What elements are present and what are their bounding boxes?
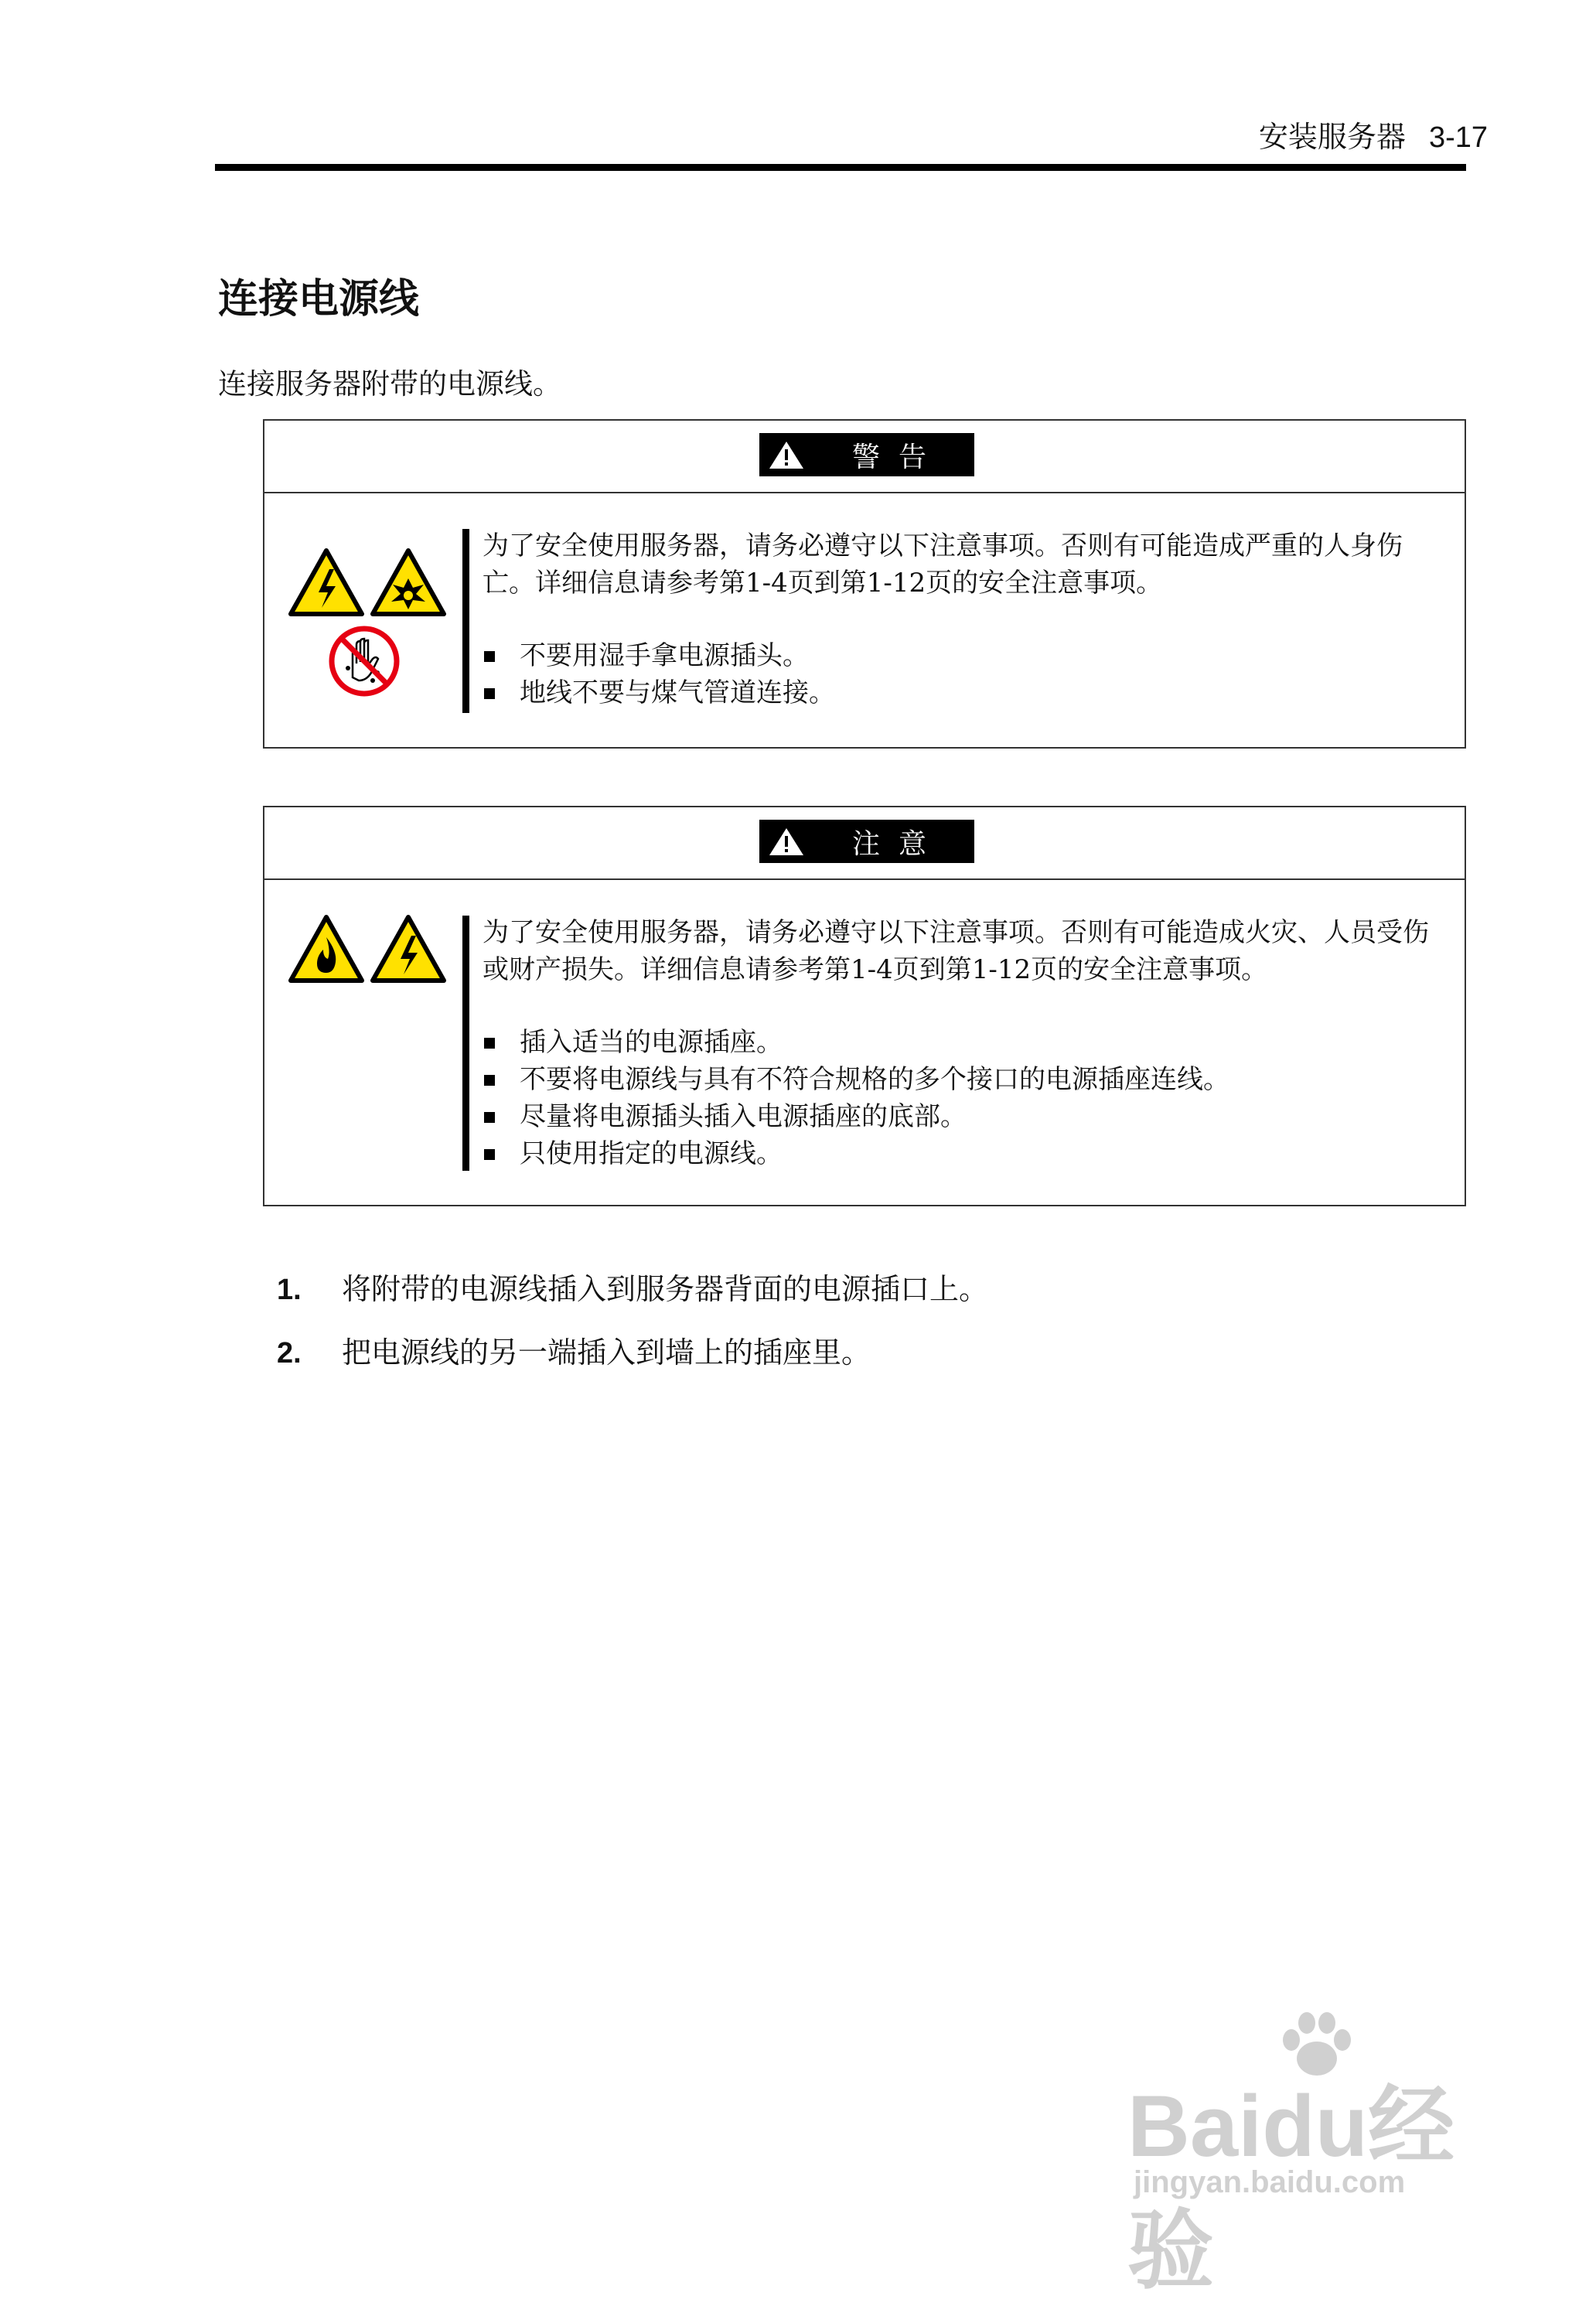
list-item (483, 1061, 1449, 1098)
bullet-icon (484, 1038, 495, 1049)
header-section: 安装服务器 (1258, 121, 1406, 154)
no-wet-hands-icon (328, 625, 401, 698)
bullet-icon (484, 1149, 495, 1160)
step-text: 将附带的电源线插入到服务器背面的电源插口上。 (342, 1272, 989, 1306)
caution-box (263, 806, 1466, 1206)
electric-shock-icon (370, 914, 447, 984)
caution-content (483, 914, 1449, 1172)
caution-list (483, 1024, 1449, 1172)
running-header (1259, 113, 1488, 155)
electric-shock-icon (288, 548, 365, 617)
header-page-number: 3-17 (1428, 121, 1488, 154)
warning-label-text: 警告 (852, 441, 946, 473)
list-item-text: 不要将电源线与具有不符合规格的多个接口的电源插座连线。 (520, 1064, 1229, 1095)
step-number: 2. (277, 1337, 302, 1370)
bullet-icon (484, 651, 495, 662)
bullet-icon (484, 1075, 495, 1086)
caution-paragraph: 为了安全使用服务器，请务必遵守以下注意事项。否则有可能造成火灾、人员受伤或财产损失。详细信息请参考第1-4页到第1-12页的安全注意事项。 (483, 917, 1429, 985)
list-item-text: 尽量将电源插头插入电源插座的底部。 (520, 1101, 967, 1132)
caution-label (759, 820, 974, 863)
list-item (483, 674, 1449, 711)
bullet-icon (484, 688, 495, 699)
warning-paragraph: 为了安全使用服务器，请务必遵守以下注意事项。否则有可能造成严重的人身伤亡。详细信息请参考第1-4页到第1-12页的安全注意事项。 (483, 530, 1403, 599)
step-text: 把电源线的另一端插入到墙上的插座里。 (342, 1336, 871, 1370)
warning-bar (462, 529, 469, 713)
warning-content (483, 527, 1449, 711)
caution-label-text: 注意 (852, 827, 946, 860)
list-item-text: 只使用指定的电源线。 (520, 1138, 783, 1169)
warning-triangle-icon (767, 439, 806, 470)
warning-triangle-icon (767, 826, 806, 857)
warning-header (264, 421, 1465, 493)
caution-header (264, 807, 1465, 880)
list-item (483, 1135, 1449, 1172)
section-title: 连接电源线 (218, 276, 420, 322)
list-item (483, 1024, 1449, 1061)
list-item (483, 1098, 1449, 1135)
list-item-text: 地线不要与煤气管道连接。 (520, 677, 835, 708)
caution-bar (462, 916, 469, 1171)
warning-list (483, 637, 1449, 711)
fire-icon (288, 914, 365, 984)
baidu-watermark (1127, 2011, 1499, 2299)
watermark-brand: Baidu经验 (1127, 2078, 1455, 2299)
header-rule (215, 164, 1466, 171)
step-1 (277, 1265, 988, 1308)
explosion-icon (370, 548, 447, 617)
list-item-text: 插入适当的电源插座。 (520, 1027, 783, 1058)
intro-text: 连接服务器附带的电源线。 (218, 367, 561, 401)
list-item-text: 不要用湿手拿电源插头。 (520, 640, 809, 671)
watermark-url: jingyan.baidu.com (1134, 2165, 1406, 2199)
step-number: 1. (277, 1274, 302, 1306)
step-2 (277, 1329, 871, 1371)
list-item (483, 637, 1449, 674)
warning-box (263, 419, 1466, 749)
warning-label (759, 433, 974, 476)
bullet-icon (484, 1112, 495, 1123)
